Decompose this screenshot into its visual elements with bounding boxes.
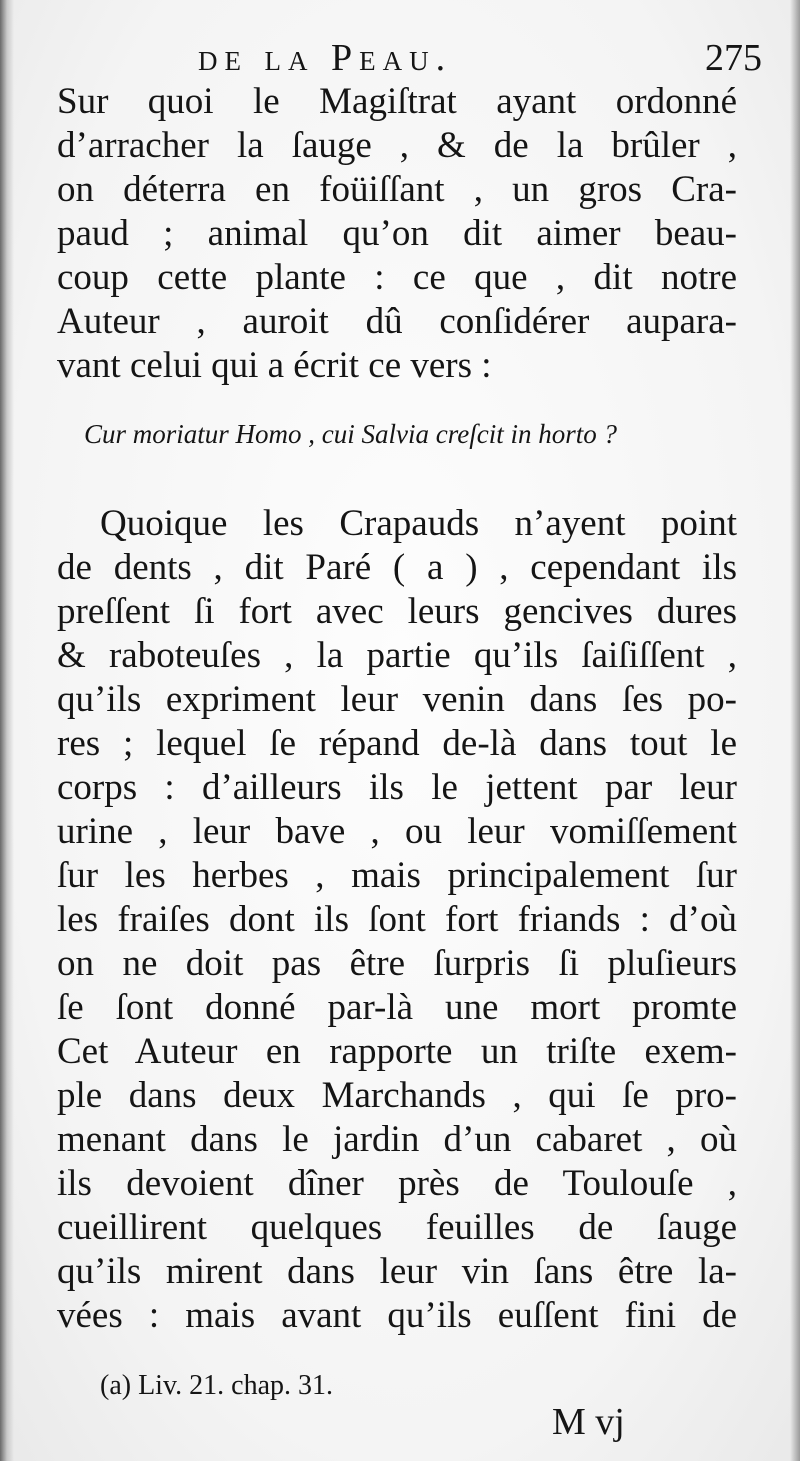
page-gutter-shadow xyxy=(0,0,14,1461)
text-line: vées : mais avant qu’ils euſſent fini de xyxy=(57,1295,737,1336)
footnote: (a) Liv. 21. chap. 31. xyxy=(100,1370,333,1401)
text-line: qu’ils expriment leur venin dans ſes po- xyxy=(57,679,737,720)
text-line: Cet Auteur en rapporte un triſte exem- xyxy=(57,1031,737,1072)
text-line: preſſent ſi fort avec leurs gencives dures xyxy=(57,591,737,632)
text-line: qu’ils mirent dans leur vin ſans être la- xyxy=(57,1251,737,1292)
page-number: 275 xyxy=(705,37,762,79)
text-line: Quoique les Crapauds n’ayent point xyxy=(100,503,737,544)
page-edge-shadow xyxy=(790,0,800,1461)
text-line: menant dans le jardin d’un cabaret , où xyxy=(57,1119,737,1160)
text-line: urine , leur bave , ou leur vomiſſement xyxy=(57,811,737,852)
text-line: les fraiſes dont ils ſont fort friands : d’où xyxy=(57,899,737,940)
latin-quote: Cur moriatur Homo , cui Salvia creſcit in horto ? xyxy=(84,419,617,449)
running-head: de la Peau. xyxy=(198,37,453,79)
text-line: d’arracher la ſauge , & de la brûler , xyxy=(57,125,737,166)
signature-mark: M vj xyxy=(552,1401,625,1443)
text-line: & raboteuſes , la partie qu’ils ſaiſiſſent , xyxy=(57,635,737,676)
text-line: ple dans deux Marchands , qui ſe pro- xyxy=(57,1075,737,1116)
text-line: ſe ſont donné par-là une mort promte xyxy=(57,987,737,1028)
text-line: ils devoient dîner près de Toulouſe , xyxy=(57,1163,737,1204)
text-line: ſur les herbes , mais principalement ſur xyxy=(57,855,737,896)
text-line: corps : d’ailleurs ils le jettent par leur xyxy=(57,767,737,808)
text-line: de dents , dit Paré ( a ) , cependant ils xyxy=(57,547,737,588)
text-line: res ; lequel ſe répand de-là dans tout le xyxy=(57,723,737,764)
text-line: coup cette plante : ce que , dit notre xyxy=(57,257,737,298)
text-line: paud ; animal qu’on dit aimer beau- xyxy=(57,213,737,254)
text-line: Auteur , auroit dû conſidérer aupara- xyxy=(57,301,737,342)
text-line: vant celui qui a écrit ce vers : xyxy=(57,345,492,386)
text-line: on déterra en foüiſſant , un gros Cra- xyxy=(57,169,737,210)
text-line: Sur quoi le Magiſtrat ayant ordonné xyxy=(57,81,737,122)
text-line: on ne doit pas être ſurpris ſi pluſieurs xyxy=(57,943,737,984)
text-line: cueillirent quelques feuilles de ſauge xyxy=(57,1207,737,1248)
